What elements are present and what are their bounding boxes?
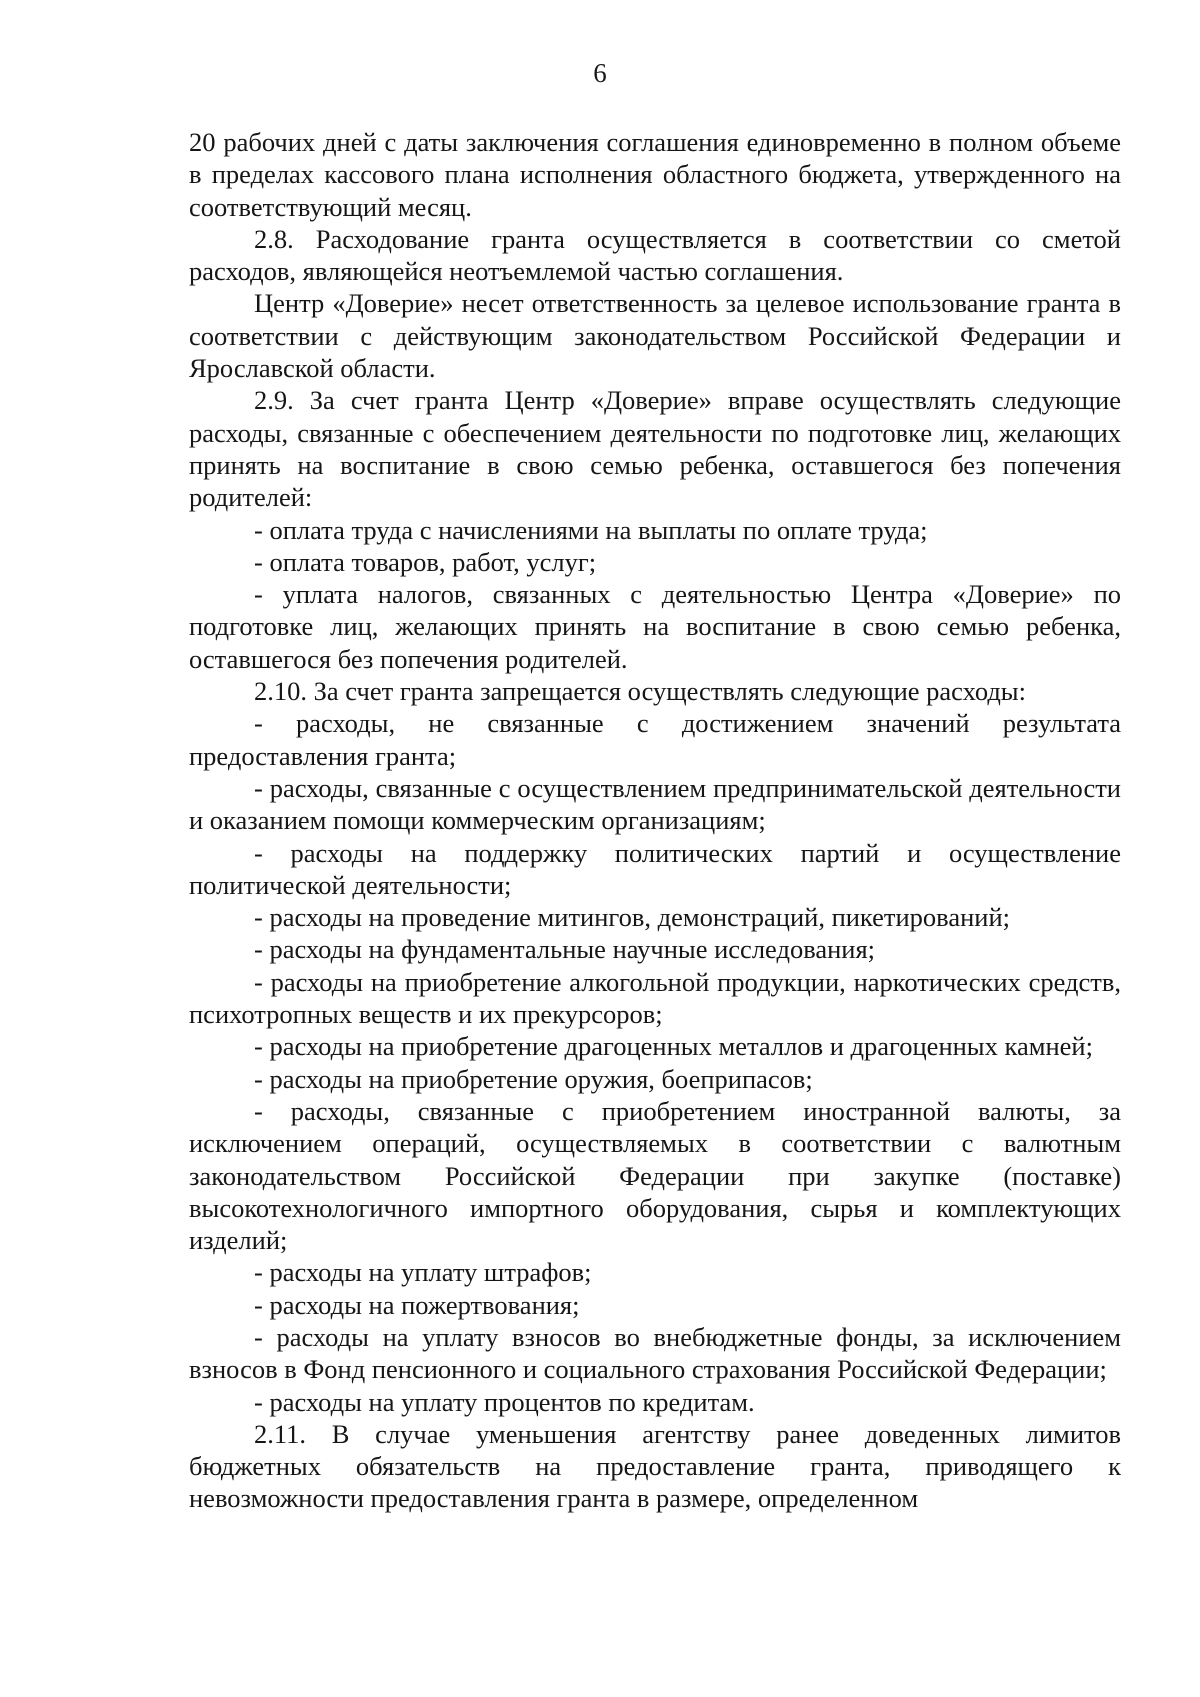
list-item-forbidden-9: - расходы, связанные с приобретением иностранной валюты, за исключением операций, осуществляемых в соответствии с валютным законодательством Российской Федерации при закупке (поставке) высокотехнологичного импортного оборудования, сырья и комплектующих изделий; <box>189 1095 1121 1256</box>
list-item-allowed-1: - оплата труда с начислениями на выплаты по оплате труда; <box>254 514 928 545</box>
list-item-forbidden-2: - расходы, связанные с осуществлением предпринимательской деятельности и оказанием помощи коммерческим организациям; <box>189 772 1121 836</box>
list-item-forbidden-11: - расходы на пожертвования; <box>254 1289 580 1320</box>
list-item-forbidden-4: - расходы на проведение митингов, демонстраций, пикетирований; <box>254 902 1011 933</box>
paragraph-2-8: 2.8. Расходование гранта осуществляется в соответствии со сметой расходов, являющейся неотъемлемой частью соглашения. <box>189 223 1121 287</box>
list-item-forbidden-1: - расходы, не связанные с достижением значений результата предоставления гранта; <box>189 708 1121 771</box>
list-item-forbidden-3: - расходы на поддержку политических партий и осуществление политической деятельности; <box>189 837 1121 900</box>
paragraph-2-9: 2.9. За счет гранта Центр «Доверие» вправе осуществлять следующие расходы, связанные с обеспечением деятельности по подготовке лиц, желающих принять на воспитание в свою семью ребенка, оставшегося без попечения родителей: <box>189 385 1121 513</box>
paragraph-2-10: 2.10. За счет гранта запрещается осуществлять следующие расходы: <box>254 676 1026 707</box>
list-item-forbidden-13: - расходы на уплату процентов по кредитам. <box>254 1386 755 1417</box>
list-item-forbidden-8: - расходы на приобретение оружия, боеприпасов; <box>254 1063 813 1094</box>
paragraph-2-11: 2.11. В случае уменьшения агентству ранее доведенных лимитов бюджетных обязательств на предоставление гранта, приводящего к невозможности предоставления гранта в размере, определенном <box>189 1418 1121 1514</box>
paragraph-responsibility: Центр «Доверие» несет ответственность за целевое использование гранта в соответствии с действующим законодательством Российской Федерации и Ярославской области. <box>189 288 1121 384</box>
list-item-forbidden-7: - расходы на приобретение драгоценных металлов и драгоценных камней; <box>254 1031 1093 1062</box>
list-item-forbidden-5: - расходы на фундаментальные научные исследования; <box>254 934 876 965</box>
document-body <box>189 126 1121 1515</box>
list-item-allowed-2: - оплата товаров, работ, услуг; <box>254 546 597 577</box>
list-item-forbidden-10: - расходы на уплату штрафов; <box>254 1257 592 1288</box>
list-item-allowed-3: - уплата налогов, связанных с деятельностью Центра «Доверие» по подготовке лиц, желающих принять на воспитание в свою семью ребенка, оставшегося без попечения родителей. <box>189 579 1121 674</box>
page-number: 6 <box>593 58 607 88</box>
list-item-forbidden-6: - расходы на приобретение алкогольной продукции, наркотических средств, психотропных веществ и их прекурсоров; <box>189 966 1121 1030</box>
list-item-forbidden-12: - расходы на уплату взносов во внебюджетные фонды, за исключением взносов в Фонд пенсионного и социального страхования Российской Федерации; <box>189 1321 1121 1385</box>
paragraph-1: 20 рабочих дней с даты заключения соглашения единовременно в полном объеме в пределах кассового плана исполнения областного бюджета, утвержденного на соответствующий месяц. <box>189 127 1121 222</box>
